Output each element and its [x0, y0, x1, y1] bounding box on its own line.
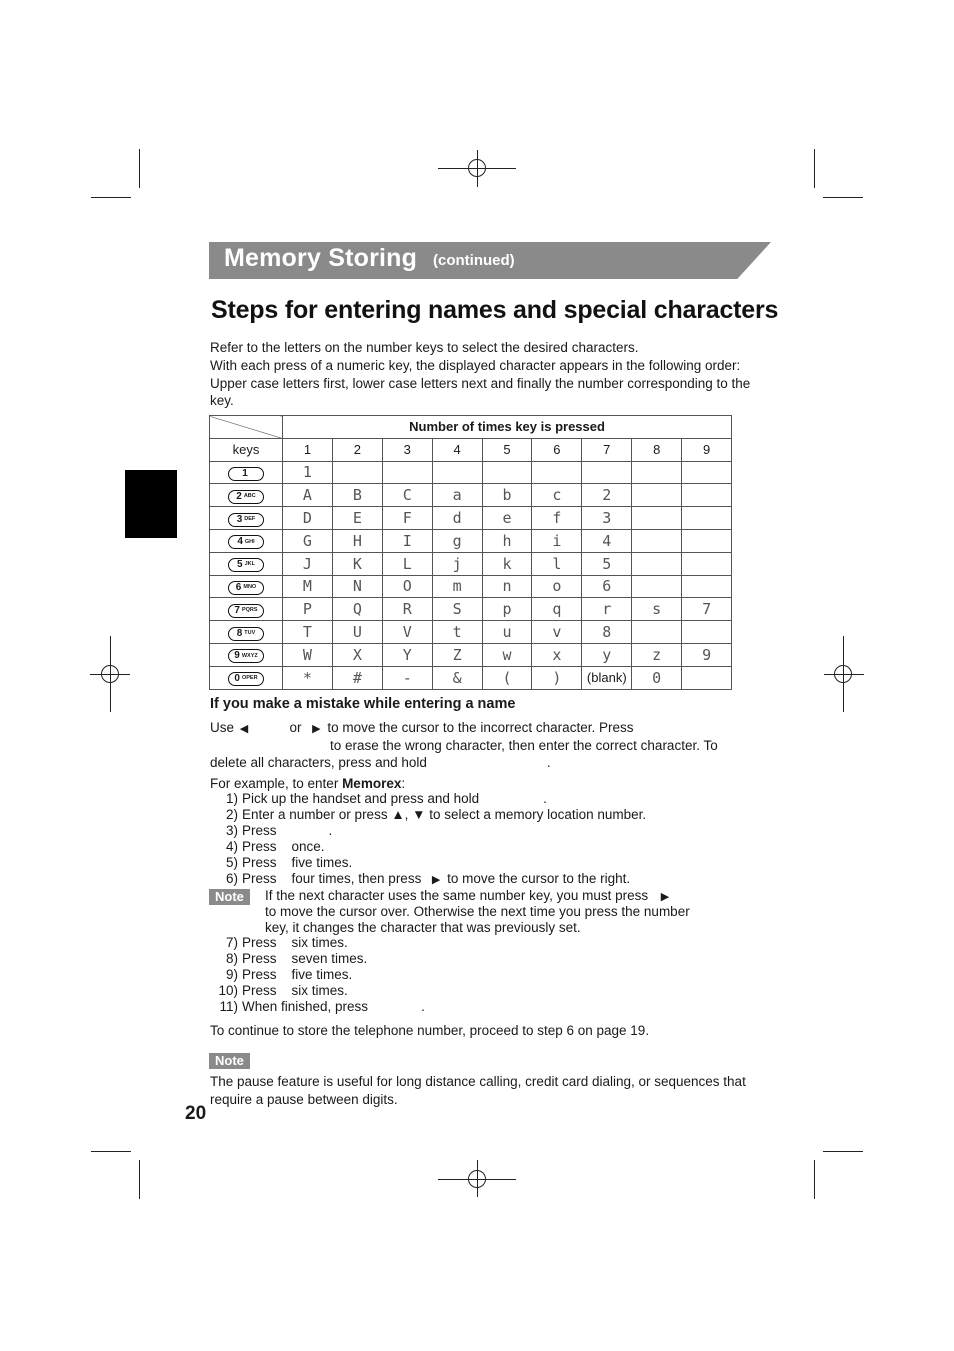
char-cell: O	[382, 575, 432, 598]
step-tail: .	[543, 791, 547, 806]
table-header: Number of times key is pressed	[283, 416, 732, 439]
mistake-line-3	[210, 754, 551, 771]
key-cell	[210, 621, 283, 644]
key-cell	[210, 575, 283, 598]
key-number: 6	[235, 581, 242, 593]
column-number: 7	[582, 438, 632, 461]
key-9-icon	[228, 649, 264, 663]
char-cell	[632, 575, 682, 598]
char-cell: &	[432, 666, 482, 689]
step-text: When finished, press	[242, 999, 369, 1014]
registration-ring	[834, 665, 852, 683]
key-letters: DEF	[244, 515, 256, 522]
char-cell: 6	[582, 575, 632, 598]
key-3-icon	[228, 513, 264, 527]
char-cell	[482, 461, 532, 484]
column-number: 2	[332, 438, 382, 461]
char-cell: a	[432, 484, 482, 507]
step-text: Press six times.	[242, 935, 348, 950]
key-1-icon	[228, 467, 264, 481]
char-cell: B	[332, 484, 382, 507]
table-row	[210, 461, 732, 484]
crop-mark	[823, 197, 863, 198]
char-cell: w	[482, 643, 532, 666]
char-cell: 1	[283, 461, 333, 484]
char-cell: y	[582, 643, 632, 666]
char-cell	[632, 484, 682, 507]
step-text: Press five times.	[242, 855, 353, 870]
step-text: Press	[242, 823, 277, 838]
char-cell: P	[283, 598, 333, 621]
char-cell: M	[283, 575, 333, 598]
crop-mark	[139, 149, 140, 188]
char-cell: n	[482, 575, 532, 598]
mistake-text: Use	[210, 720, 235, 735]
crop-mark	[91, 197, 131, 198]
char-cell: I	[382, 529, 432, 552]
banner-subtitle: (continued)	[433, 252, 515, 269]
char-cell	[682, 666, 732, 689]
table-corner-cell	[210, 416, 283, 439]
mistake-text: delete all characters, press and hold	[210, 755, 427, 770]
char-cell: z	[632, 643, 682, 666]
key-cell	[210, 507, 283, 530]
character-table	[209, 415, 732, 690]
crop-mark	[91, 1151, 131, 1152]
table-row	[210, 507, 732, 530]
char-cell: t	[432, 621, 482, 644]
step-item	[207, 791, 547, 807]
char-cell: H	[332, 529, 382, 552]
char-cell	[632, 507, 682, 530]
key-letters: OPER	[241, 675, 258, 682]
key-0-icon	[228, 672, 264, 686]
char-cell	[632, 552, 682, 575]
table-row	[210, 643, 732, 666]
key-number: 4	[237, 536, 243, 548]
char-cell: h	[482, 529, 532, 552]
char-cell: o	[532, 575, 582, 598]
key-cell	[210, 529, 283, 552]
key-number: 2	[236, 490, 242, 502]
chapter-tab	[125, 470, 177, 538]
step-item	[207, 807, 646, 823]
char-cell: Q	[332, 598, 382, 621]
step-text: Enter a number or press ▲, ▼ to select a memory location number.	[242, 807, 647, 822]
column-number: 5	[482, 438, 532, 461]
column-number: 1	[283, 438, 333, 461]
step-tail: .	[421, 999, 425, 1014]
char-cell: d	[432, 507, 482, 530]
key-letters: MNO	[243, 584, 257, 591]
step-item	[207, 823, 332, 839]
registration-ring	[468, 1170, 486, 1188]
char-cell: 2	[582, 484, 632, 507]
step-item	[207, 951, 367, 967]
char-cell: X	[332, 643, 382, 666]
column-number: 4	[432, 438, 482, 461]
step-number: 5)	[225, 855, 238, 870]
char-cell: q	[532, 598, 582, 621]
key-number: 5	[237, 559, 243, 571]
table-row	[210, 666, 732, 689]
key-letters: GHI	[244, 538, 255, 545]
step-text: Press five times.	[242, 967, 353, 982]
char-cell: e	[482, 507, 532, 530]
table-row	[210, 552, 732, 575]
example-colon: :	[401, 776, 406, 791]
crop-mark	[814, 149, 815, 188]
char-cell: 4	[582, 529, 632, 552]
key-number: 7	[234, 604, 240, 616]
key-number: 3	[236, 513, 243, 525]
note-line: key, it changes the character that was previously set.	[265, 920, 581, 935]
char-cell: j	[432, 552, 482, 575]
mistake-text: .	[546, 755, 551, 770]
char-cell	[632, 621, 682, 644]
char-cell	[682, 552, 732, 575]
char-cell: )	[532, 666, 582, 689]
key-letters: WXYZ	[241, 652, 258, 659]
key-number: 8	[236, 627, 243, 639]
step-number: 10)	[218, 983, 238, 998]
char-cell: #	[332, 666, 382, 689]
banner-title: Memory Storing	[224, 244, 418, 272]
char-cell: A	[283, 484, 333, 507]
mistake-heading: If you make a mistake while entering a name	[210, 696, 516, 712]
mistake-line-2: to erase the wrong character, then enter the correct character. To	[330, 738, 718, 753]
char-cell	[632, 529, 682, 552]
char-cell: T	[283, 621, 333, 644]
key-letters: TUV	[244, 629, 256, 636]
mistake-text: to move the cursor to the incorrect character. Press	[327, 720, 634, 735]
step-number: 2)	[225, 807, 238, 822]
char-cell: u	[482, 621, 532, 644]
step-number: 7)	[225, 935, 238, 950]
step-tail: .	[328, 823, 333, 838]
key-letters: PQRS	[241, 607, 258, 614]
char-cell: k	[482, 552, 532, 575]
char-cell: W	[283, 643, 333, 666]
char-cell	[432, 461, 482, 484]
column-number: 8	[632, 438, 682, 461]
step-tail: to move the cursor to the right.	[447, 871, 631, 886]
column-number: 9	[682, 438, 732, 461]
intro-line: Refer to the letters on the number keys to select the desired characters.	[210, 340, 639, 355]
key-cell	[210, 598, 283, 621]
table-row	[210, 598, 732, 621]
char-cell: K	[332, 552, 382, 575]
page-title: Steps for entering names and special characters	[211, 296, 779, 324]
key-cell	[210, 484, 283, 507]
char-cell: D	[283, 507, 333, 530]
char-cell	[632, 461, 682, 484]
char-cell: V	[382, 621, 432, 644]
char-cell: S	[432, 598, 482, 621]
mistake-text: or	[289, 720, 302, 735]
key-number: 1	[242, 467, 248, 479]
step-text: Press seven times.	[242, 951, 368, 966]
key-cell	[210, 643, 283, 666]
step-text: Press four times, then press	[242, 871, 422, 886]
char-cell: b	[482, 484, 532, 507]
step-item	[207, 999, 425, 1015]
char-cell	[682, 529, 732, 552]
key-cell	[210, 461, 283, 484]
char-cell: x	[532, 643, 582, 666]
char-cell	[682, 575, 732, 598]
key-4-icon	[228, 535, 264, 549]
char-cell: (	[482, 666, 532, 689]
char-cell: r	[582, 598, 632, 621]
step-text: Press once.	[242, 839, 325, 854]
char-cell: c	[532, 484, 582, 507]
key-7-icon	[228, 604, 264, 618]
step-text: Pick up the handset and press and hold	[242, 791, 480, 806]
char-cell: E	[332, 507, 382, 530]
char-cell	[382, 461, 432, 484]
char-cell	[682, 507, 732, 530]
table-row	[210, 529, 732, 552]
right-arrow-icon: ▶	[312, 723, 321, 735]
step-text: Press six times.	[242, 983, 348, 998]
key-number: 9	[234, 650, 240, 662]
char-cell	[582, 461, 632, 484]
table-row	[210, 484, 732, 507]
table-row	[210, 575, 732, 598]
key-cell	[210, 552, 283, 575]
char-cell: p	[482, 598, 532, 621]
right-arrow-icon: ▶	[431, 874, 441, 886]
continue-text: To continue to store the telephone number, proceed to step 6 on page 19.	[210, 1023, 650, 1038]
registration-ring	[468, 159, 486, 177]
example-lead: For example, to enter	[210, 776, 343, 791]
key-5-icon	[228, 558, 264, 572]
key-2-icon	[228, 490, 264, 504]
char-cell	[682, 484, 732, 507]
step-number: 11)	[219, 999, 238, 1014]
char-cell	[682, 461, 732, 484]
char-cell: U	[332, 621, 382, 644]
example-word: Memorex	[342, 776, 402, 791]
step-number: 8)	[225, 951, 238, 966]
char-cell: 0	[632, 666, 682, 689]
char-cell: L	[382, 552, 432, 575]
table-row	[210, 621, 732, 644]
keys-label: keys	[210, 438, 283, 461]
char-cell: Y	[382, 643, 432, 666]
pause-note-text: The pause feature is useful for long distance calling, credit card dialing, or sequences that require a pause between digits.	[210, 1074, 746, 1107]
step-item	[207, 871, 630, 888]
crop-mark	[139, 1160, 140, 1199]
note-line: to move the cursor over. Otherwise the next time you press the number	[265, 904, 690, 919]
char-cell: -	[382, 666, 432, 689]
char-cell: v	[532, 621, 582, 644]
key-6-icon	[228, 581, 264, 595]
char-cell: R	[382, 598, 432, 621]
step-item	[207, 967, 352, 983]
step-item	[207, 983, 348, 999]
step-number: 6)	[225, 871, 238, 886]
char-cell: F	[382, 507, 432, 530]
char-cell: l	[532, 552, 582, 575]
char-cell: 5	[582, 552, 632, 575]
char-cell: s	[632, 598, 682, 621]
char-cell: J	[283, 552, 333, 575]
step-number: 1)	[225, 791, 238, 806]
char-cell: C	[382, 484, 432, 507]
step-item	[207, 839, 325, 855]
char-cell	[532, 461, 582, 484]
step-number: 3)	[225, 823, 238, 838]
char-cell: *	[283, 666, 333, 689]
key-8-icon	[228, 627, 264, 641]
page-number: 20	[185, 1103, 207, 1124]
step-number: 9)	[225, 967, 238, 982]
char-cell: 9	[682, 643, 732, 666]
char-cell: f	[532, 507, 582, 530]
char-cell: (blank)	[582, 666, 632, 689]
intro-line: With each press of a numeric key, the displayed character appears in the following order: Upper case letters first, lower case letters next and finally the number corresponding to the key.	[210, 357, 751, 409]
column-number: 3	[382, 438, 432, 461]
intro-text	[210, 339, 762, 410]
char-cell: g	[432, 529, 482, 552]
note-badge: Note	[209, 889, 250, 905]
step-item	[207, 855, 352, 871]
crop-mark	[814, 1160, 815, 1199]
char-cell: 7	[682, 598, 732, 621]
column-number: 6	[532, 438, 582, 461]
char-cell: 8	[582, 621, 632, 644]
char-cell	[332, 461, 382, 484]
registration-ring	[101, 665, 119, 683]
left-arrow-icon: ◀	[239, 723, 249, 735]
char-cell: m	[432, 575, 482, 598]
step-number: 4)	[225, 839, 238, 854]
step-item	[207, 935, 348, 951]
char-cell: 3	[582, 507, 632, 530]
key-number: 0	[234, 673, 240, 685]
example-line	[210, 775, 405, 792]
char-cell: i	[532, 529, 582, 552]
right-arrow-icon: ▶	[660, 891, 670, 903]
mistake-line-1	[210, 719, 633, 738]
key-letters: ABC	[243, 493, 256, 500]
note-badge: Note	[209, 1053, 250, 1069]
char-cell: G	[283, 529, 333, 552]
crop-mark	[823, 1151, 863, 1152]
note-text: If the next character uses the same number key, you must press	[265, 888, 649, 903]
char-cell: Z	[432, 643, 482, 666]
char-cell	[682, 621, 732, 644]
char-cell: N	[332, 575, 382, 598]
key-cell	[210, 666, 283, 689]
key-letters: JKL	[244, 561, 255, 568]
